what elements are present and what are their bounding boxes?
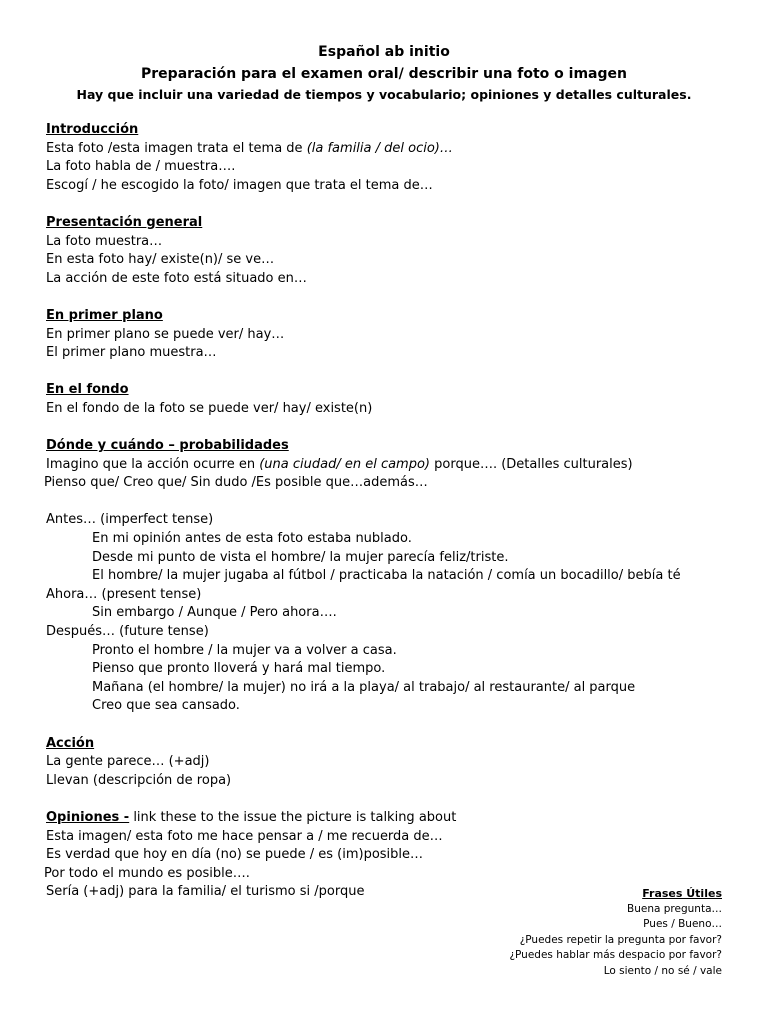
opiniones-heading-line — [46, 809, 736, 828]
donde-line-2: Pienso que/ Creo que/ Sin dudo /Es posible que…además… — [44, 475, 428, 491]
section-heading-fondo: En el fondo — [46, 382, 129, 398]
antes-line-1: En mi opinión antes de esta foto estaba nublado. — [92, 531, 412, 547]
section-heading-opiniones: Opiniones - — [46, 809, 130, 825]
ahora-line-1: Sin embargo / Aunque / Pero ahora…. — [92, 605, 337, 621]
despues-line-3: Mañana (el hombre/ la mujer) no irá a la playa/ al trabajo/ al restaurante/ al parque — [92, 679, 636, 695]
general-line-3: La acción de este foto está situado en… — [46, 270, 307, 286]
frase-item: Lo siento / no sé / vale — [603, 964, 722, 977]
antes-line-2: Desde mi punto de vista el hombre/ la mujer parecía feliz/triste. — [92, 549, 509, 565]
donde-line-1-example: (una ciudad/ en el campo) — [259, 456, 430, 472]
opiniones-line-4: Sería (+adj) para la familia/ el turismo si /porque — [46, 884, 365, 900]
section-heading-primer-plano: En primer plano — [46, 307, 163, 323]
section-heading-accion: Acción — [46, 735, 95, 751]
despues-line-4: Creo que sea cansado. — [92, 698, 240, 714]
despues-line-2: Pienso que pronto lloverá y hará mal tiempo. — [92, 661, 386, 677]
frase-item: ¿Puedes hablar más despacio por favor? — [509, 949, 722, 961]
frase-item: Buena pregunta… — [627, 902, 722, 915]
fondo-line-1: En el fondo de la foto se puede ver/ hay/ existe(n) — [46, 400, 373, 416]
frases-utiles-box — [509, 886, 722, 979]
document-body — [46, 121, 736, 902]
intro-line-3: Escogí / he escogido la foto/ imagen que trata el tema de… — [46, 177, 433, 193]
intro-line-1-example: (la familia / del ocio)… — [306, 140, 453, 156]
primer-line-2: El primer plano muestra… — [46, 345, 217, 361]
general-line-1: La foto muestra… — [46, 233, 163, 249]
opiniones-line-2: Es verdad que hoy en día (no) se puede / es (im)posible… — [46, 847, 424, 863]
opiniones-line-1: Esta imagen/ esta foto me hace pensar a / me recuerda de… — [46, 828, 443, 844]
frase-item: ¿Puedes repetir la pregunta por favor? — [519, 933, 722, 946]
ahora-heading: Ahora… (present tense) — [46, 586, 202, 602]
document-subtitle: Preparación para el examen oral/ describir una foto o imagen — [141, 66, 627, 82]
section-heading-general: Presentación general — [46, 214, 203, 230]
section-heading-intro: Introducción — [46, 122, 139, 137]
intro-line-2: La foto habla de / muestra…. — [46, 159, 236, 175]
accion-line-2: Llevan (descripción de ropa) — [46, 772, 232, 788]
despues-line-1: Pronto el hombre / la mujer va a volver a casa. — [92, 642, 397, 658]
document-note: Hay que incluir una variedad de tiempos y vocabulario; opiniones y detalles culturales. — [76, 87, 692, 102]
frase-item: Pues / Bueno… — [643, 918, 722, 930]
antes-heading: Antes… (imperfect tense) — [46, 512, 214, 528]
document-title: Español ab initio — [318, 44, 450, 60]
primer-line-1: En primer plano se puede ver/ hay… — [46, 326, 285, 342]
intro-line-1-text: Esta foto /esta imagen trata el tema de — [46, 140, 307, 156]
opiniones-heading-note: link these to the issue the picture is talking about — [129, 809, 457, 825]
frases-title: Frases Útiles — [642, 887, 722, 900]
general-line-2: En esta foto hay/ existe(n)/ se ve… — [46, 252, 275, 268]
despues-heading: Después… (future tense) — [46, 624, 209, 640]
opiniones-line-3: Por todo el mundo es posible…. — [44, 865, 250, 881]
donde-line-1-text: Imagino que la acción ocurre en — [46, 456, 260, 472]
antes-line-3: El hombre/ la mujer jugaba al fútbol / practicaba la natación / comía un bocadillo/ bebía té — [92, 568, 681, 584]
donde-line-1 — [46, 456, 736, 475]
donde-line-1-rest: porque…. (Detalles culturales) — [430, 456, 633, 472]
intro-line-1 — [46, 140, 736, 159]
accion-line-1: La gente parece… (+adj) — [46, 754, 210, 770]
section-heading-donde: Dónde y cuándo – probabilidades — [46, 438, 289, 454]
